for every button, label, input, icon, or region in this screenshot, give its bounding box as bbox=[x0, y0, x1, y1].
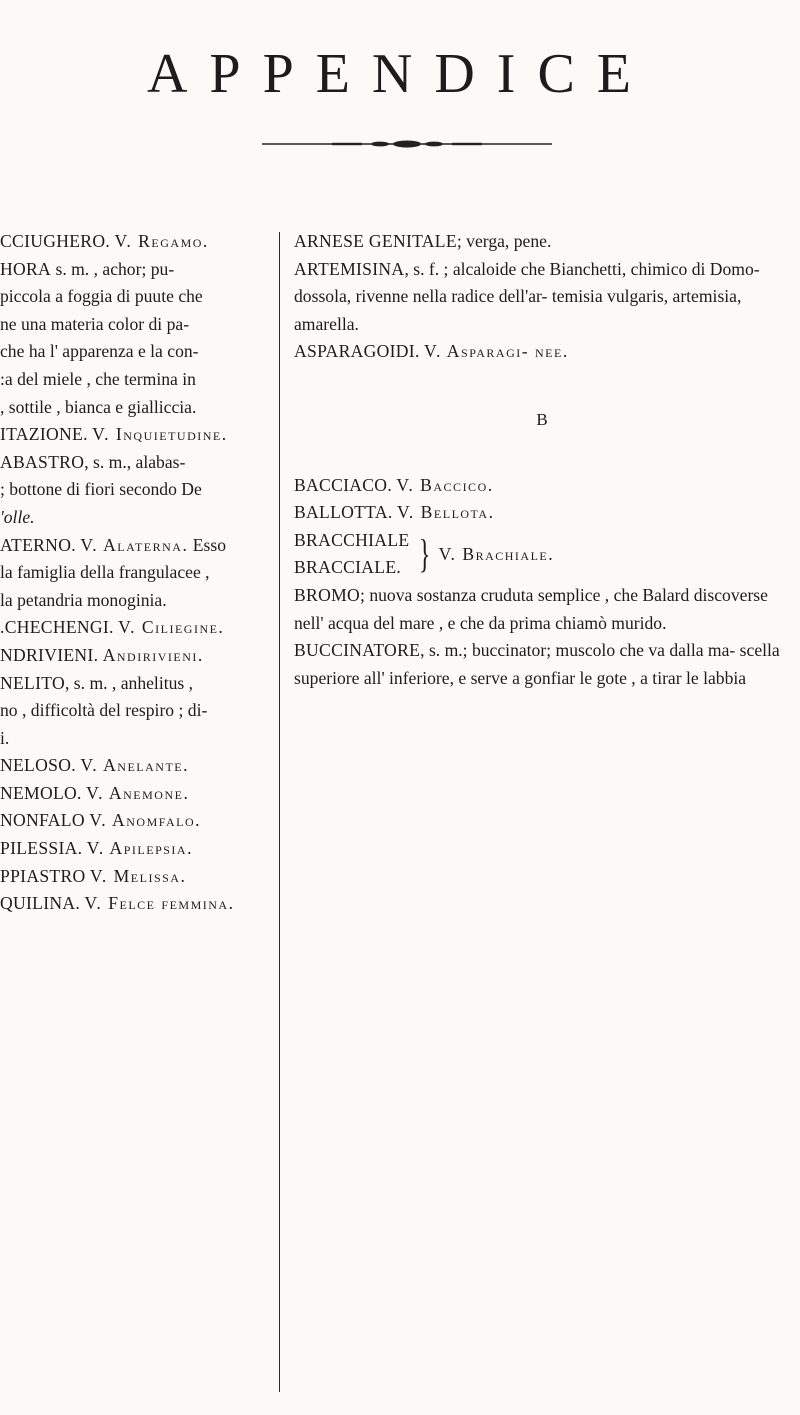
entry: CCIUGHERO. V. Regamo. bbox=[0, 231, 209, 251]
entry: NEMOLO. V. Anemone. bbox=[0, 782, 190, 803]
entry: .CHECHENGI. V. Ciliegine. bbox=[0, 617, 225, 638]
entry-line: la famiglia della frangulacee , bbox=[0, 562, 210, 583]
ornamental-divider bbox=[262, 140, 552, 148]
entry-line: 'olle. bbox=[0, 506, 35, 527]
entry: NDRIVIENI. Andirivieni. bbox=[0, 644, 204, 665]
entry: NELOSO. V. Anelante. bbox=[0, 755, 189, 776]
entry: ITAZIONE. V. Inquietudine. bbox=[0, 424, 228, 445]
brace-entry bbox=[294, 527, 790, 582]
entry: BACCIACO. V. Baccico. bbox=[294, 474, 494, 495]
entry: ATERNO. V. Alaterna. Esso bbox=[0, 534, 226, 555]
column-divider bbox=[279, 232, 280, 1392]
entry-line: :a del miele , che termina in bbox=[0, 368, 196, 389]
brace-glyph: } bbox=[419, 531, 431, 577]
entry: BROMO; nuova sostanza cruduta semplice , che Balard discoverse nell' acqua del mare , e che da prima chiamò murido. bbox=[294, 584, 768, 633]
entry: ASPARAGOIDI. V. Asparagi- nee. bbox=[294, 341, 569, 362]
entry: ABASTRO, s. m., alabas- bbox=[0, 451, 186, 472]
right-column bbox=[294, 228, 790, 692]
page-title: APPENDICE bbox=[146, 43, 654, 105]
entry-line: no , difficoltà del respiro ; di- bbox=[0, 700, 208, 721]
entry: ARNESE GENITALE; verga, pene. bbox=[294, 231, 552, 251]
entry: PPIASTRO V. Melissa. bbox=[0, 865, 187, 886]
entry-line: la petandria monoginia. bbox=[0, 589, 167, 610]
entry: NONFALO V. Anomfalo. bbox=[0, 810, 202, 831]
entry-headword: BRACCHIALE bbox=[294, 529, 410, 550]
left-column bbox=[0, 228, 263, 918]
entry-line: i. bbox=[0, 727, 10, 748]
entry: NELITO, s. m. , anhelitus , bbox=[0, 672, 194, 693]
cross-reference: V. Brachiale. bbox=[438, 543, 555, 564]
section-letter: B bbox=[536, 409, 548, 429]
entry-line: piccola a foggia di puute che bbox=[0, 286, 203, 307]
entry: QUILINA. V. Felce femmina. bbox=[0, 893, 235, 914]
entry: ARTEMISINA, s. f. ; alcaloide che Bianchetti, chimico di Domo- dossola, rivenne nella radice dell'ar- temisia vulgaris, artemisia, amarella. bbox=[294, 258, 760, 334]
entry-headword: BRACCIALE. bbox=[294, 557, 402, 578]
entry: BUCCINATORE, s. m.; buccinator; muscolo che va dalla ma- scella superiore all' inferiore, e serve a gonfiar le gote , a tirar le labbia bbox=[294, 640, 780, 688]
entry-line: che ha l' apparenza e la con- bbox=[0, 341, 199, 362]
entry: PILESSIA. V. Apilepsia. bbox=[0, 838, 193, 859]
entry: BALLOTTA. V. Bellota. bbox=[294, 502, 495, 523]
entry-line: ; bottone di fiori secondo De bbox=[0, 479, 202, 500]
entry-line: , sottile , bianca e gialliccia. bbox=[0, 396, 197, 417]
entry: HORA s. m. , achor; pu- bbox=[0, 258, 175, 279]
entry-line: ne una materia color di pa- bbox=[0, 313, 190, 334]
